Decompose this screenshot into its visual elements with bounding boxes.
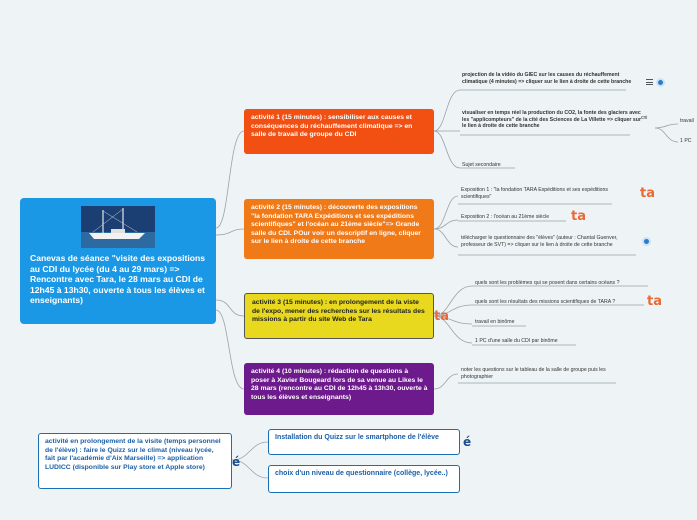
activity-4-label: activité 4 (10 minutes) : rédaction de questions à poser à Xavier Bougeard lors de sa venue au Likes le 28 mars (rencontre au CDI de 12h45 à 13h30, ouverte à tous les élèves et enseignants)	[251, 368, 428, 401]
connector	[655, 124, 678, 128]
activity-1-sub-pc[interactable]: 1 PC	[680, 138, 692, 144]
activity-1-child-applicompteurs[interactable]: visualiser en temps réel la production du CO2, la fonte des glaciers avec les "applicompteurs" de la cité des Sciences de La Villette => cliquer sur le lien à droite de cette branche	[462, 110, 641, 130]
activity-2-child-questionnaire[interactable]: télécharger le questionnaire des "élèves" (auteur : Chantal Guenver, professeur de SVT) => cliquer sur le lien à droite de cette branche	[461, 235, 618, 248]
connector	[434, 131, 460, 168]
central-topic[interactable]	[20, 198, 216, 324]
activity-3-node[interactable]	[244, 293, 434, 339]
extension-child-level[interactable]	[268, 465, 460, 493]
e-logo-icon[interactable]: é	[232, 455, 241, 469]
extension-child-install-label: Installation du Quizz sur le smartphone de l'élève	[275, 434, 439, 441]
activity-2-node[interactable]	[244, 199, 434, 259]
ta-logo-icon[interactable]: ta	[647, 294, 662, 309]
ta-logo-icon[interactable]: ta	[640, 186, 655, 201]
activity-3-child-binome[interactable]: travail en binôme	[475, 319, 515, 325]
activity-1-child-video[interactable]: projection de la vidéo du GIEC sur les causes du réchauffement climatique (4 minutes) => cliquer sur le lien à droite de cette branche	[462, 72, 632, 85]
activity-3-child-problems[interactable]: quels sont les problèmes qui se posent dans certains océans ?	[475, 280, 620, 286]
note-icon: cni	[641, 115, 648, 121]
activity-4-child-questions[interactable]: noter les questions sur le tableau de la salle de groupe puis les photographier	[461, 367, 606, 380]
ta-logo-icon[interactable]: ta	[571, 209, 586, 224]
connector	[434, 90, 460, 131]
gear-icon[interactable]	[642, 237, 651, 246]
connector	[434, 374, 458, 389]
activity-3-label: activité 3 (15 minutes) : en prolongement de la viste de l'expo, mener des recherches sur les résultats des missions à partir du site Web de Tara	[252, 299, 425, 324]
connector	[216, 300, 244, 316]
e-logo-icon[interactable]: é	[463, 435, 472, 449]
list-icon	[646, 79, 653, 85]
ship-image	[81, 206, 155, 248]
activity-1-label: activité 1 (15 minutes) : sensibiliser aux causes et conséquences du réchauffement climatique => en salle de travail de groupe du CDI	[251, 114, 413, 139]
connector	[216, 310, 244, 389]
activity-1-child-secondary[interactable]: Sujet secondaire	[462, 162, 501, 168]
extension-child-install[interactable]	[268, 429, 460, 455]
activity-3-child-pc[interactable]: 1 PC d'une salle du CDI par binôme	[475, 338, 558, 344]
activity-2-child-expo-2[interactable]: Exposition 2 : l'océan au 21ème siècle	[461, 214, 550, 220]
extension-label: activité en prolongement de la visite (temps personnel de l'élève) : faire le Quizz sur le climat (niveau lycée, fait par l'académie d'Aix Marseille) => application LUDICC (disponible sur Play store et Apple store)	[45, 438, 221, 471]
activity-2-child-expo-1[interactable]: Exposition 1 : "la fondation TARA Expéditions et ses expéditions scientifiques"	[461, 187, 608, 200]
activity-1-node[interactable]	[244, 109, 434, 154]
ta-logo-icon[interactable]: ta	[434, 309, 449, 324]
connector	[434, 229, 458, 247]
extension-node[interactable]	[38, 433, 232, 489]
central-title: Canevas de séance "visite des expositions au CDI du lycée (du 4 au 29 mars) => Rencontre avec Tara, le 28 mars au CDI de 12h45 à 13h30, ouverte à tous les élèves et enseignants)	[30, 253, 206, 305]
activity-4-node[interactable]	[244, 363, 434, 415]
connector	[216, 131, 244, 228]
gear-icon[interactable]	[656, 78, 665, 87]
activity-1-sub-travail[interactable]: travail	[680, 118, 694, 124]
extension-child-level-label: choix d'un niveau de questionnaire (collège, lycée..)	[275, 470, 448, 477]
connector	[655, 128, 678, 142]
activity-3-child-results[interactable]: quels sont les résultats des missions scientifiques de TARA ?	[475, 299, 616, 305]
connector	[216, 229, 244, 235]
activity-2-label: activité 2 (15 minutes) : découverte des expositions "la fondation TARA Expéditions et ses expéditions scientifiques" et l'océan au 21ème siècle"=> Grande salle du CDI. POur voir un descriptif en ligne, cliquer sur le lien à droite de cette branche	[251, 204, 421, 246]
